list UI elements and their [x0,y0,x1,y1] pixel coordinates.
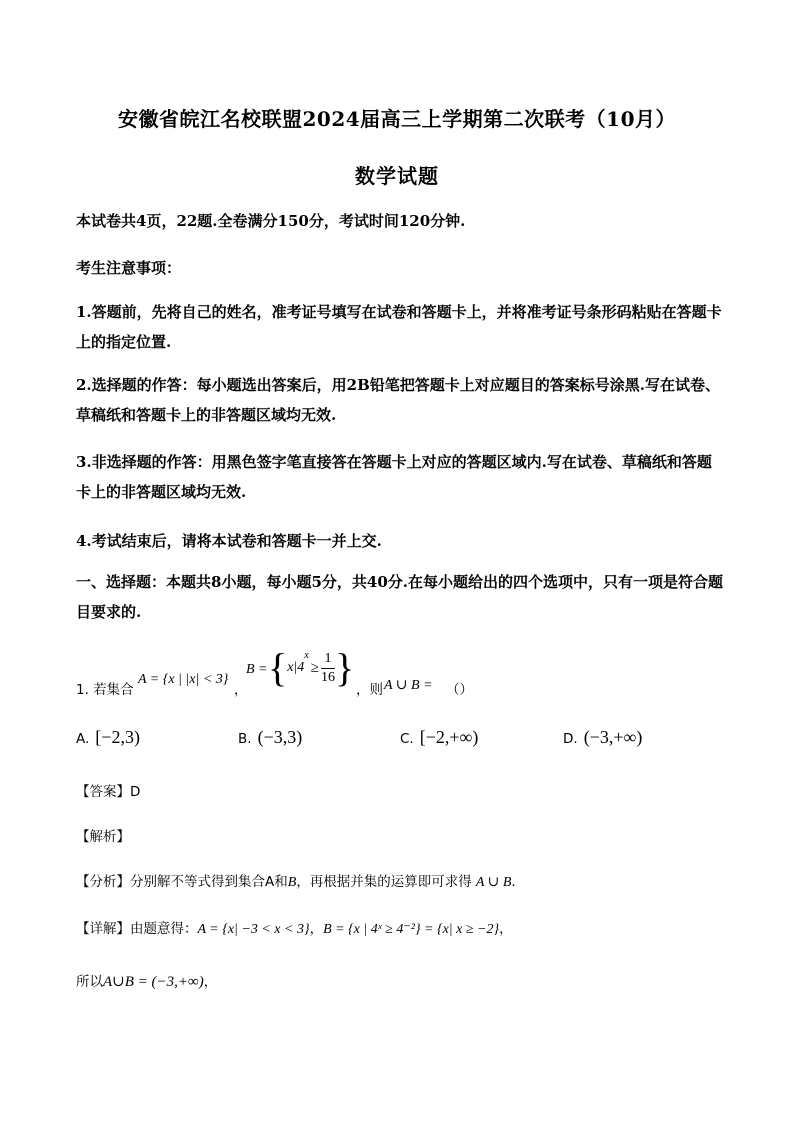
fenxi-tag: 【分析】 [76,874,130,890]
conclusion-prefix: 所以 [76,974,103,990]
notice-item-2: 2.选择题的作答：每小题选出答案后，用2B铅笔把答题卡上对应题目的答案标号涂黑.写在试卷、草稿纸和答题卡上的非答题区域均无效. [76,376,721,424]
notice-item-4: 4.考试结束后，请将本试卷和答题卡一并上交. [76,532,382,550]
analysis-tag: 【解析】 [76,829,130,845]
option-a-letter: A. [76,731,90,747]
fenxi-text-2: ，再根据并集的运算即可求得 [296,874,472,890]
option-b[interactable] [238,727,302,748]
question-1-set-b [268,645,355,690]
answer-tag: 【答案】 [76,784,130,800]
fenxi-b: B [287,875,297,890]
xiangjie-end: ， [499,921,513,937]
fraction-numerator: 1 [321,650,335,669]
fenxi-text: 分别解不等式得到集合A和 [130,874,288,890]
question-1-set-b-label: B = [246,662,268,677]
option-b-value: (−3,3) [257,727,303,747]
notice-heading: 考生注意事项： [76,259,182,277]
question-1-prefix: 1. 若集合 [76,682,134,698]
question-1-paren: （） [446,682,473,698]
exam-title: 安徽省皖江名校联盟2024届高三上学期第二次联考（10月） [118,107,676,131]
option-a[interactable] [76,727,140,748]
xiangjie-set-b: B = {x | 4ˣ ≥ 4⁻²} = {x| x ≥ −2} [323,922,500,937]
set-b-relation: ≥ [310,659,319,676]
conclusion-expr: A∪B = (−3,+∞) [103,974,204,990]
fenxi-end: . [511,874,516,890]
fraction-denominator: 16 [320,669,335,685]
xiangjie-text: 由题意得： [130,921,198,937]
xiangjie-set-a: A = {x| −3 < x < 3} [197,922,310,937]
set-b-exponent: x [304,650,309,661]
exam-subtitle: 数学试题 [355,164,439,188]
option-a-value: [−2,3) [95,727,140,747]
question-1-comma: ， [234,682,248,698]
option-d[interactable] [563,727,642,748]
left-brace-icon: { [268,645,288,690]
option-d-value: (−3,+∞) [583,727,643,747]
exam-summary: 本试卷共4页，22题.全卷满分150分，考试时间120分钟. [76,212,466,230]
fenxi-union: A ∪ B [475,875,512,890]
answer-line [76,780,140,800]
option-c-letter: C. [400,731,414,747]
notice-item-1: 1.答题前，先将自己的姓名，准考证号填写在试卷和答题卡上，并将准考证号条形码粘贴在答题卡上的指定位置. [76,303,722,351]
xiangjie-line [76,917,513,938]
option-c-value: [−2,+∞) [419,727,479,747]
question-1-union: A ∪ B = [384,678,433,693]
answer-value: D [130,784,141,800]
section-heading: 一、选择题：本题共8小题，每小题5分，共40分.在每小题给出的四个选项中，只有一项是符合题目要求的. [76,573,723,621]
question-1-then: ，则 [356,682,383,698]
option-d-letter: D. [563,731,578,747]
option-c[interactable] [400,727,478,748]
fenxi-line [76,870,516,891]
xiangjie-sep: ， [309,921,324,937]
xiangjie-tag: 【详解】 [76,921,130,937]
notice-item-3: 3.非选择题的作答：用黑色签字笔直接答在答题卡上对应的答题区域内.写在试卷、草稿纸和答题卡上的非答题区域均无效. [76,453,712,501]
set-b-fraction [321,650,335,687]
conclusion-line [76,970,217,991]
question-1 [76,645,726,700]
set-b-inner: x|4 [287,660,305,675]
question-1-set-a: A = {x | |x| < 3} [138,672,229,687]
right-brace-icon: } [334,645,355,690]
conclusion-end: ， [203,974,218,990]
option-b-letter: B. [238,731,252,747]
